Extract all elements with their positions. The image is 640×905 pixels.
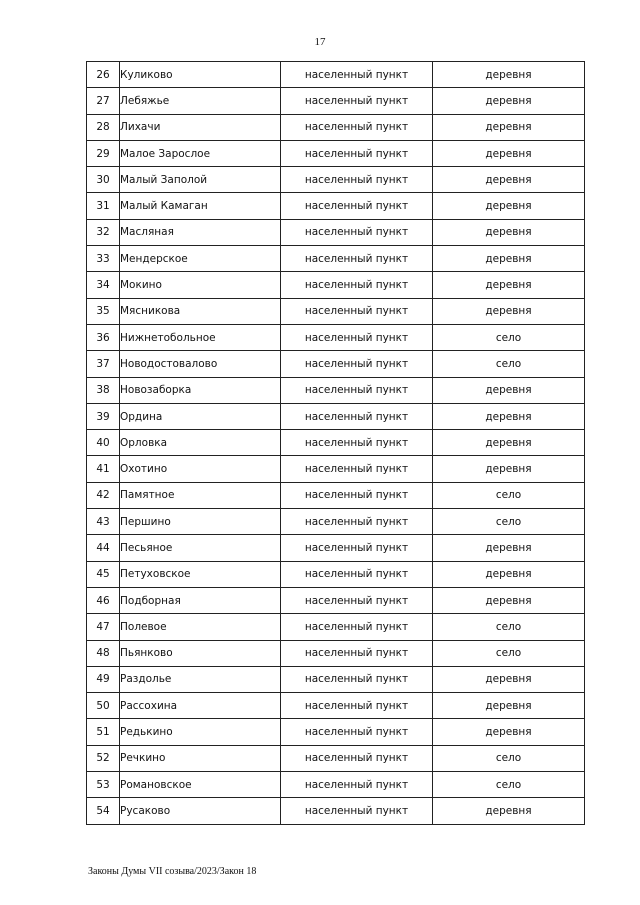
settlement-kind: населенный пункт [281,430,433,456]
row-number: 33 [87,246,120,272]
settlement-name: Полевое [120,614,281,640]
settlement-kind: населенный пункт [281,298,433,324]
row-number: 47 [87,614,120,640]
settlement-name: Нижнетобольное [120,324,281,350]
row-number: 46 [87,587,120,613]
row-number: 50 [87,693,120,719]
table-row [87,403,585,429]
table-row [87,219,585,245]
table-row [87,798,585,824]
row-number: 37 [87,351,120,377]
table-row [87,693,585,719]
settlement-type: деревня [433,377,585,403]
settlement-kind: населенный пункт [281,587,433,613]
table-row [87,298,585,324]
table-row [87,509,585,535]
settlement-type: село [433,509,585,535]
settlement-type: деревня [433,140,585,166]
row-number: 34 [87,272,120,298]
table-row [87,666,585,692]
settlement-kind: населенный пункт [281,719,433,745]
table-row [87,640,585,666]
table-row [87,62,585,88]
settlement-type: деревня [433,246,585,272]
settlement-name: Охотино [120,456,281,482]
settlement-kind: населенный пункт [281,272,433,298]
settlement-type: село [433,772,585,798]
table-row [87,561,585,587]
row-number: 51 [87,719,120,745]
settlement-type: деревня [433,114,585,140]
settlement-kind: населенный пункт [281,666,433,692]
settlement-name: Мокино [120,272,281,298]
settlement-kind: населенный пункт [281,114,433,140]
settlement-kind: населенный пункт [281,535,433,561]
row-number: 26 [87,62,120,88]
row-number: 48 [87,640,120,666]
row-number: 49 [87,666,120,692]
row-number: 35 [87,298,120,324]
settlement-name: Мясникова [120,298,281,324]
table-row [87,535,585,561]
settlement-type: деревня [433,561,585,587]
settlement-name: Пьянково [120,640,281,666]
settlement-kind: населенный пункт [281,351,433,377]
settlement-name: Памятное [120,482,281,508]
settlement-type: деревня [433,798,585,824]
row-number: 36 [87,324,120,350]
settlement-name: Раздолье [120,666,281,692]
settlement-type: деревня [433,272,585,298]
settlement-name: Ордина [120,403,281,429]
settlement-name: Лебяжье [120,88,281,114]
table-row [87,140,585,166]
table-row [87,430,585,456]
settlement-kind: населенный пункт [281,403,433,429]
settlement-kind: населенный пункт [281,167,433,193]
row-number: 45 [87,561,120,587]
row-number: 44 [87,535,120,561]
row-number: 28 [87,114,120,140]
settlement-name: Рассохина [120,693,281,719]
settlement-name: Песьяное [120,535,281,561]
table-row [87,614,585,640]
table-body [87,62,585,825]
settlement-name: Русаково [120,798,281,824]
row-number: 54 [87,798,120,824]
settlement-kind: населенный пункт [281,193,433,219]
table-row [87,167,585,193]
settlement-type: деревня [433,719,585,745]
settlement-type: деревня [433,693,585,719]
settlement-type: село [433,614,585,640]
settlement-name: Малое Заросл‌ое [120,140,281,166]
table-row [87,272,585,298]
settlement-kind: населенный пункт [281,246,433,272]
settlement-type: деревня [433,298,585,324]
row-number: 29 [87,140,120,166]
table-row [87,719,585,745]
settlement-kind: населенный пункт [281,324,433,350]
settlement-kind: населенный пункт [281,88,433,114]
table-row [87,456,585,482]
row-number: 40 [87,430,120,456]
settlement-type: деревня [433,193,585,219]
table-row [87,377,585,403]
settlement-kind: населенный пункт [281,772,433,798]
table-row [87,482,585,508]
settlement-name: Лихачи [120,114,281,140]
row-number: 30 [87,167,120,193]
settlement-kind: населенный пункт [281,640,433,666]
settlement-type: деревня [433,430,585,456]
row-number: 32 [87,219,120,245]
settlement-kind: населенный пункт [281,140,433,166]
settlement-kind: населенный пункт [281,693,433,719]
row-number: 27 [87,88,120,114]
settlement-name: Петуховское [120,561,281,587]
table-row [87,246,585,272]
settlement-name: Романовское [120,772,281,798]
settlement-type: село [433,482,585,508]
settlement-kind: населенный пункт [281,745,433,771]
settlement-type: село [433,640,585,666]
settlement-kind: населенный пункт [281,561,433,587]
settlement-type: село [433,351,585,377]
table-row [87,114,585,140]
settlement-name: Орловка [120,430,281,456]
settlement-type: село [433,324,585,350]
row-number: 42 [87,482,120,508]
page-number: 17 [314,36,326,48]
settlement-kind: населенный пункт [281,798,433,824]
row-number: 31 [87,193,120,219]
settlement-type: деревня [433,456,585,482]
row-number: 39 [87,403,120,429]
settlement-name: Новозаборка [120,377,281,403]
row-number: 38 [87,377,120,403]
settlement-kind: населенный пункт [281,456,433,482]
settlement-name: Куликово [120,62,281,88]
settlement-kind: населенный пункт [281,219,433,245]
settlement-kind: населенный пункт [281,377,433,403]
table-row [87,351,585,377]
settlement-name: Першино [120,509,281,535]
settlement-type: деревня [433,587,585,613]
table-row [87,193,585,219]
settlement-kind: населенный пункт [281,509,433,535]
row-number: 52 [87,745,120,771]
settlement-kind: населенный пункт [281,614,433,640]
settlement-type: село [433,745,585,771]
settlement-type: деревня [433,219,585,245]
settlement-kind: населенный пункт [281,62,433,88]
table-row [87,745,585,771]
table-row [87,88,585,114]
settlement-type: деревня [433,666,585,692]
settlement-type: деревня [433,88,585,114]
footer-caption: Законы Думы VII созыва/2023/Закон 18 [88,866,257,877]
settlement-type: деревня [433,403,585,429]
settlement-type: деревня [433,167,585,193]
settlement-type: деревня [433,535,585,561]
settlement-kind: населенный пункт [281,482,433,508]
settlement-name: Малый Камаган [120,193,281,219]
table-row [87,772,585,798]
settlement-name: Подборная [120,587,281,613]
settlement-name: Редькино [120,719,281,745]
row-number: 53 [87,772,120,798]
settlement-name: Масляная [120,219,281,245]
row-number: 41 [87,456,120,482]
table-row [87,324,585,350]
settlement-name: Малый Заполой [120,167,281,193]
settlement-name: Новодостовалово [120,351,281,377]
settlement-name: Речкино [120,745,281,771]
settlements-table [86,61,585,825]
table-row [87,587,585,613]
settlement-type: деревня [433,62,585,88]
settlement-name: Мендерское [120,246,281,272]
row-number: 43 [87,509,120,535]
